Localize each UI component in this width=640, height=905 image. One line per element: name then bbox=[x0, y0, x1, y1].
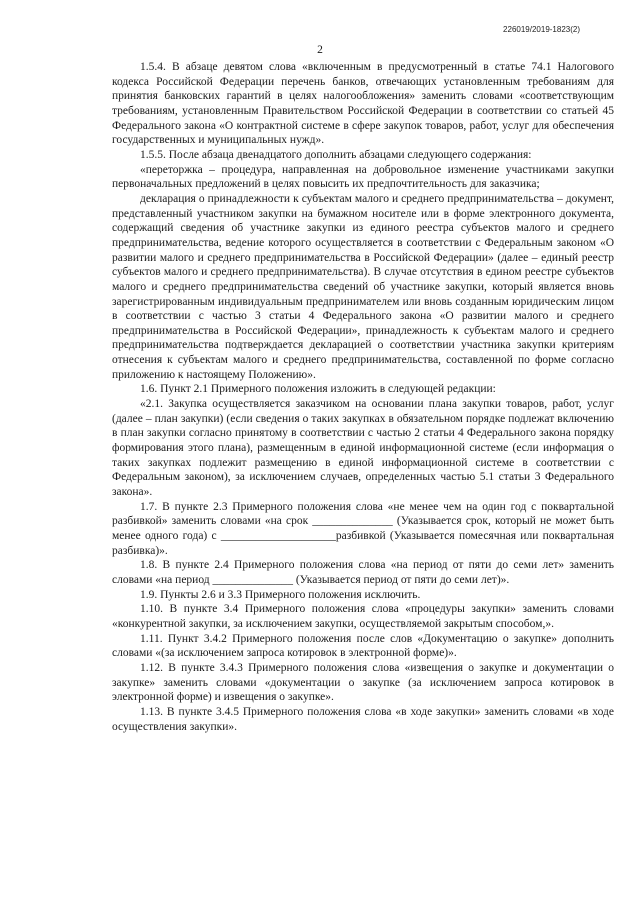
paragraph-definition-pereторжка: «переторжка – процедура, направленная на добровольное изменение участниками закупки первоначальных предложений в целях повысить их предпочтительность для заказчика; bbox=[112, 163, 614, 191]
paragraph-1-8: 1.8. В пункте 2.4 Примерного положения слова «на период от пяти до семи лет» заменить словами «на период ______________ (Указывается период от пяти до семи лет)». bbox=[112, 559, 614, 586]
paragraph-1-5-5: 1.5.5. После абзаца двенадцатого дополнить абзацами следующего содержания: bbox=[140, 148, 532, 161]
page-number: 2 bbox=[317, 44, 323, 56]
paragraph-1-12: 1.12. В пункте 3.4.3 Примерного положения слова «извещения о закупке и документации о закупке» заменить словами «документации о закупке (за исключением запроса котировок в электронной форме) и извещения о закупке». bbox=[112, 661, 614, 704]
paragraph-1-10: 1.10. В пункте 3.4 Примерного положения слова «процедуры закупки» заменить словами «конкурентной закупки, за исключением закупки, осуществляемой закрытым способом,». bbox=[112, 603, 614, 630]
document-body bbox=[112, 60, 614, 734]
paragraph-1-11: 1.11. Пункт 3.4.2 Примерного положения после слов «Документацию о закупке» дополнить словами «(за исключением запроса котировок в электронной форме)». bbox=[112, 632, 614, 660]
paragraph-1-5-4: 1.5.4. В абзаце девятом слова «включенным в предусмотренный в статье 74.1 Налогового кодекса Российской Федерации перечень банков, отвечающих установленным требованиям для принятия банковских гарантий в целях налогообложения» заменить словами «соответствующим требованиям, установленным Правительством Российской Федерации в соответствии со статьей 45 Федерального закона «О контрактной системе в сфере закупок товаров, работ, услуг для обеспечения государственных и муниципальных нужд». bbox=[112, 61, 614, 147]
paragraph-1-7: 1.7. В пункте 2.3 Примерного положения слова «не менее чем на один год с поквартальной разбивкой» заменить словами «на срок ______________ (Указывается срок, который не может быть менее одного года) с ____________________разбивкой (Указывается помесячная или поквартальная разбивка)». bbox=[112, 500, 614, 557]
document-id: 226019/2019-1823(2) bbox=[503, 25, 580, 34]
paragraph-1-9: 1.9. Пункты 2.6 и 3.3 Примерного положения исключить. bbox=[140, 588, 421, 601]
paragraph-1-13: 1.13. В пункте 3.4.5 Примерного положения слова «в ходе закупки» заменить словами «в ходе осуществления закупки». bbox=[112, 705, 614, 733]
paragraph-1-6: 1.6. Пункт 2.1 Примерного положения изложить в следующей редакции: bbox=[140, 383, 496, 396]
paragraph-2-1-text: «2.1. Закупка осуществляется заказчиком на основании плана закупки товаров, работ, услуг (далее – план закупки) (если сведения о таких закупках в обязательном порядке подлежат включению в план закупки согласно принятому в соответствии с частью 2 статьи 4 Федерального закона порядку формирования этого плана), размещенным в единой информационной системе (если информация о таких закупках подлежит размещению в единой информационной системе в соответствии с Федеральным законом), за исключением случаев, определенных частью 5.1 статьи 3 Федерального закона». bbox=[112, 398, 614, 499]
paragraph-definition-declaration: декларация о принадлежности к субъектам малого и среднего предпринимательства – документ, представленный участником закупки на бумажном носителе или в форме электронного документа, содержащий сведения об участнике закупки из единого реестра субъектов малого и среднего предпринимательства, ведение которого осуществляется в соответствии с Федеральным законом «О развитии малого и среднего предпринимательства в Российской Федерации» (далее – единый реестр субъектов малого и среднего предпринимательства). В случае отсутствия в едином реестре субъектов малого и среднего предпринимательства сведений об участнике закупки, который является вновь зарегистрированным индивидуальным предпринимателем или вновь созданным юридическим лицом в соответствии с частью 3 статьи 4 Федерального закона «О развитии малого и среднего предпринимательства в Российской Федерации», принадлежность к субъектам малого и среднего предпринимательства подтверждается декларацией о соответствии участника закупки критериям отнесения к субъектам малого и среднего предпринимательства, составленной по форме согласно приложению к настоящему Положению». bbox=[112, 192, 614, 381]
